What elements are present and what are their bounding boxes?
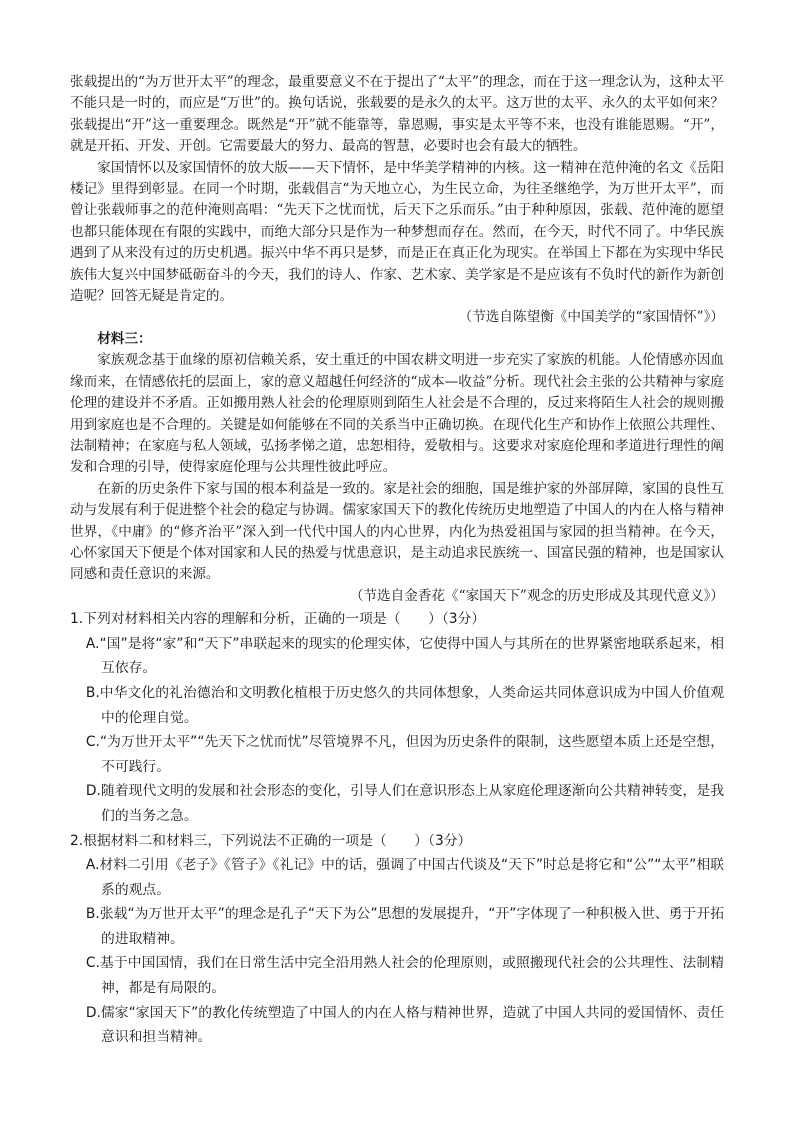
material2-paragraph-1: 张载提出的“为万世开太平”的理念，最重要意义不在于提出了“太平”的理念，而在于这一理念认为，这种太平不能只是一时的，而应是“万世”的。换句话说，张载要的是永久的太平。这万世的太平、永久的太平如何来？张载提出“开”这一重要理念。既然是“开”就不能靠等，靠恩赐，事实是太平等不来，也没有谁能恩赐。“开”，就是开拓、开发、开创。它需要最大的努力、最高的智慧，必要时也会有最大的牺牲。 xyxy=(70,74,724,155)
option-d: D.儒家“家国天下”的教化传统塑造了中国人的内在人格与精神世界，造就了中国人共同的爱国情怀、责任意识和担当精神。 xyxy=(85,1004,724,1046)
question-2 xyxy=(70,829,724,1050)
option-b: B.中华文化的礼治德治和文明教化植根于历史悠久的共同体想象，人类命运共同体意识成为中国人价值观中的伦理自觉。 xyxy=(85,684,724,726)
question-stem: 2.根据材料二和材料三，下列说法不正确的一项是（ ）（3分） xyxy=(70,832,472,849)
option-d: D.随着现代文明的发展和社会形态的变化，引导人们在意识形态上从家庭伦理逐渐向公共精神转变，是我们的当务之急。 xyxy=(85,783,724,824)
material2-source: （节选自陈望衡《中国美学的“家国情怀”》） xyxy=(458,309,724,326)
material3-source: （节选自金香花《“家国天下”观念的历史形成及其现代意义》） xyxy=(349,587,724,604)
option-a: A.材料二引用《老子》《管子》《礼记》中的话，强调了中国古代谈及“天下”时总是将它和“公”“太平”相联系的观点。 xyxy=(85,857,724,898)
option-c: C.基于中国国情，我们在日常生活中完全沿用熟人社会的伦理原则，或照搬现代社会的公共理性、法制精神，都是有局限的。 xyxy=(85,955,724,997)
option-b: B.张载“为万世开太平”的理念是孔子“天下为公”思想的发展提升，“开”字体现了一种积极入世、勇于开拓的进取精神。 xyxy=(85,906,724,947)
question-stem: 1.下列对材料相关内容的理解和分析，正确的一项是（ ）（3分） xyxy=(70,611,486,628)
material3-paragraph-1: 家族观念基于血缘的原初信赖关系，安土重迁的中国农耕文明进一步充实了家族的机能。人伦情感亦因血缘而来，在情感依托的层面上，家的意义超越任何经济的“成本—收益”分析。现代社会主张的公共精神与家庭伦理的建设并不矛盾。正如搬用熟人社会的伦理原则到陌生人社会是不合理的，反过来将陌生人社会的规则搬用到家庭也是不合理的。关键是如何能够在不同的关系当中正确切换。在现代化生产和协作上依照公共理性、法制精神；在家庭与私人领域，弘扬孝悌之道，忠恕相待，爱敬相与。这要求对家庭伦理和孝道进行理性的阐发和合理的引导，使得家庭伦理与公共理性彼此呼应。 xyxy=(70,352,724,476)
option-c: C.“为万世开太平”“先天下之忧而忧”尽管境界不凡，但因为历史条件的限制，这些愿望本质上还是空想，不可践行。 xyxy=(85,734,724,775)
option-a: A.“国”是将“家”和“天下”串联起来的现实的伦理实体，它使得中国人与其所在的世界紧密地联系起来，相互依存。 xyxy=(85,635,724,677)
material3-label: 材料三： xyxy=(97,330,152,347)
question-1 xyxy=(70,607,724,828)
material2-paragraph-2: 家国情怀以及家国情怀的放大版——天下情怀，是中华美学精神的内核。这一精神在范仲淹的名文《岳阳楼记》里得到彰显。在同一个时期，张载倡言“为天地立心，为生民立命，为往圣继绝学，为万世开太平”，而曾让张载师事之的范仲淹则高唱：“先天下之忧而忧，后天下之乐而乐。”由于种种原因，张载、范仲淹的愿望也都只能体现在有限的实践中，而绝大部分只是作为一种梦想而存在。然而，在今天，时代不同了。中华民族遇到了从来没有过的历史机遇。振兴中华不再只是梦，而是正在真正化为现实。在举国上下都在为实现中华民族伟大复兴中国梦砥砺奋斗的今天，我们的诗人、作家、艺术家、美学家是不是应该有不负时代的新作为新创造呢？回答无疑是肯定的。 xyxy=(70,159,724,305)
material3-paragraph-2: 在新的历史条件下家与国的根本利益是一致的。家是社会的细胞，国是维护家的外部屏障，家国的良性互动与发展有利于促进整个社会的稳定与协调。儒家家国天下的教化传统历史地塑造了中国人的内在人格与精神世界，《中庸》的“修齐治平”深入到一代代中国人的内心世界，内化为热爱祖国与家园的担当精神。在今天，心怀家国天下便是个体对国家和人民的热爱与忧患意识，是主动追求民族统一、国富民强的精神，也是国家认同感和责任意识的来源。 xyxy=(70,480,724,583)
